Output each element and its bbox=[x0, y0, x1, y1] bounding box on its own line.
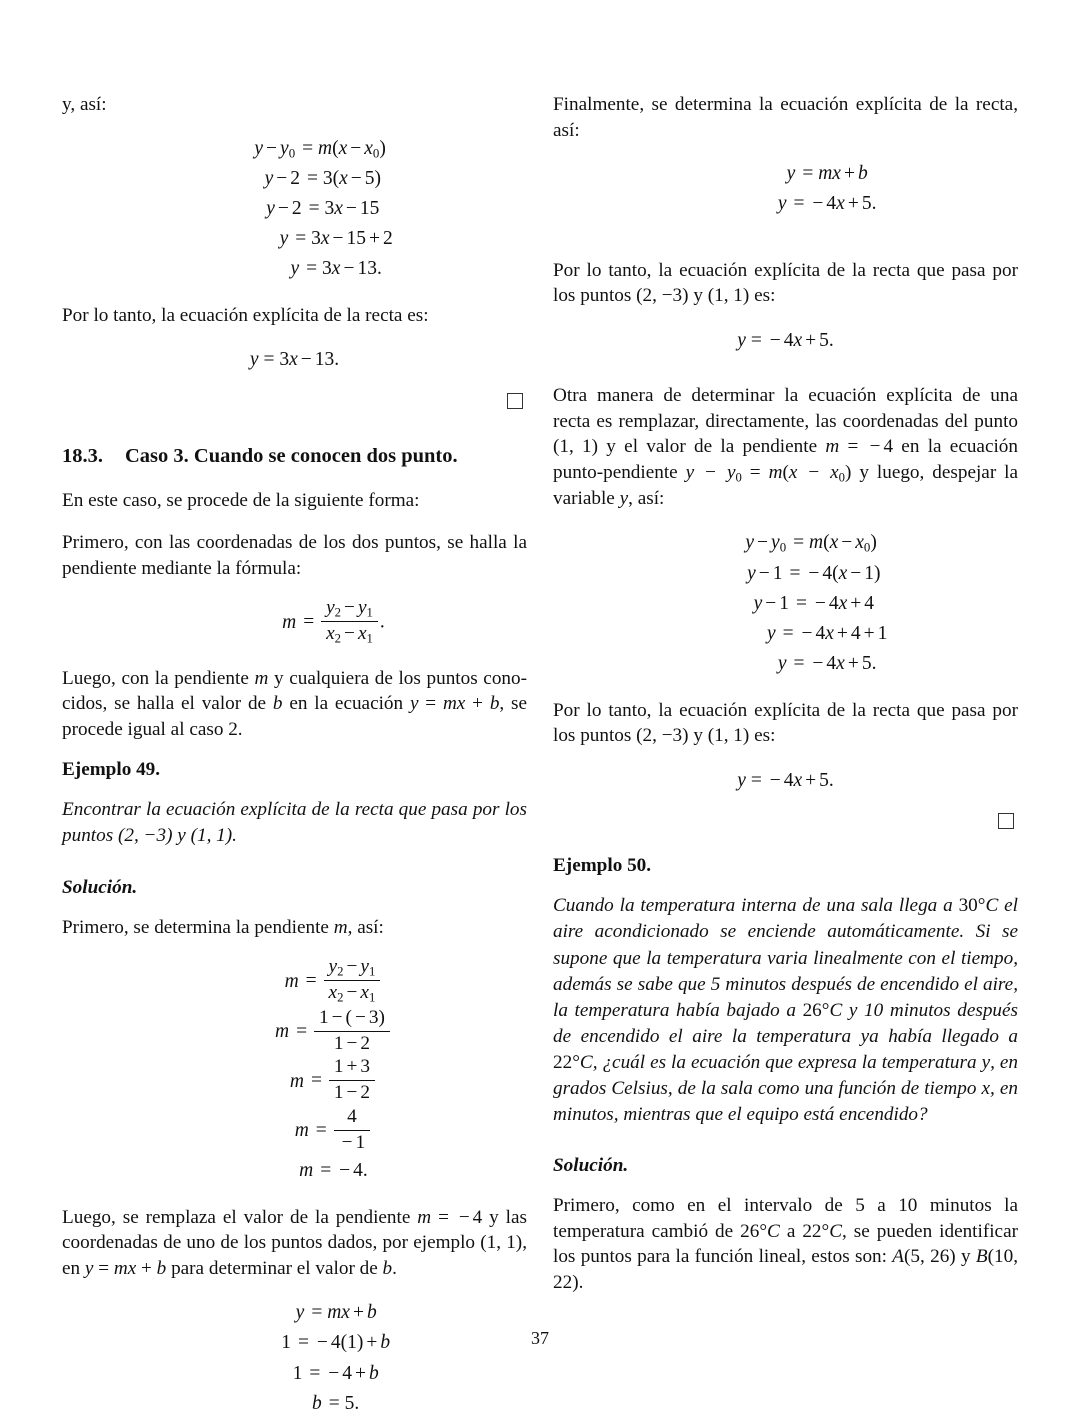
section-number: 18.3. bbox=[62, 444, 103, 467]
equation-row: y − 2 = 3x − 15 bbox=[266, 198, 380, 220]
right-column bbox=[553, 92, 1018, 1292]
equation-conclusion: y = 3x − 13. bbox=[249, 349, 340, 371]
equation-block-point-slope bbox=[553, 528, 1018, 679]
paragraph-primero-intervalo: Primero, como en el intervalo de 5 a 10 minutos la temperatura cambió de 26°C a 22°C, se pueden identificar los puntos para la función lineal, estos son: A(5, 26) y B(10, 22). bbox=[553, 1195, 1019, 1293]
paragraph-finalmente: Finalmente, se determina la ecuación explícita de la recta, así: bbox=[553, 94, 1018, 141]
equation-row: b = 5. bbox=[312, 1392, 360, 1414]
equation-result-2: y = − 4x + 5. bbox=[737, 769, 834, 791]
qed-box-container-1 bbox=[62, 393, 527, 409]
equation-row: y − 1 = − 4x + 4 bbox=[753, 592, 875, 614]
fraction: $\frac{1 - ( - 3)}{1 - 2}$ bbox=[314, 1007, 390, 1056]
equation-row: y − 2 = 3(x − 5) bbox=[264, 167, 382, 189]
paragraph-por-lo-tanto-1: Por lo tanto, la ecuación explícita de la recta que pasa por los puntos (2, −3) y (1, 1) es: bbox=[553, 259, 1018, 307]
equation-row: y = − 4x + 4 + 1 bbox=[766, 623, 888, 645]
paragraph-primero-formula: Primero, con las coordenadas de los dos puntos, se halla la pendiente mediante la fórmula: bbox=[62, 532, 527, 579]
equation-block-derivation-1 bbox=[62, 134, 527, 285]
qed-square-icon bbox=[998, 813, 1014, 829]
equation-row: y = − 4x + 5. bbox=[777, 193, 877, 215]
paragraph-otra-manera: Otra manera de determinar la ecuación explícita de una recta es remplazar, directamente, las coordenadas del punto (1, 1) y el valor de la pendiente m = − 4 en la ecuación punto-pendiente $y - y_0 = m(x - x_0)$ y luego, despejar la variable y, así: bbox=[553, 385, 1019, 509]
equation-row: $y - y_0$ = $m(x - x_0)$ bbox=[745, 532, 877, 555]
example-statement-50: Cuando la temperatura interna de una sala llega a 30°C el aire acondicionado se enciende automáticamente. Si se supone que la temperatura varia linealmente con el tiempo, además se sabe que 5 minutos después de encendido el aire, la temperatura había bajado a 26°C y 10 minutos después de encendido el aire la temperatura ya había llegado a 22°C, ¿cuál es la ecuación que expresa la temperatura y, en grados Celsius, de la sala como una función de tiempo x, en minutos, mientras que el equipo está encendido? bbox=[553, 895, 1019, 1126]
equation-row: y = 3x − 13. bbox=[290, 258, 382, 280]
fraction: $\frac{4}{- 1}$ bbox=[334, 1106, 371, 1155]
paragraph-por-lo-tanto-2: Por lo tanto, la ecuación explícita de la recta que pasa por los puntos (2, −3) y (1, 1) es: bbox=[553, 699, 1018, 747]
equation-row: m = $\frac{4}{- 1}$ bbox=[62, 1107, 527, 1156]
paragraph-intro-fragment: y, así: bbox=[62, 94, 107, 115]
fraction: $\frac{y_2 - y_1}{x_2 - x_1}$ bbox=[324, 956, 381, 1006]
paragraph-luego-pendiente: Luego, con la pendiente m y cualquiera de los puntos cono-cidos, se halla el valor de b en la ecuación y = mx + b, se procede igual al caso 2. bbox=[62, 667, 528, 740]
fraction: $\frac{1 + 3}{1 - 2}$ bbox=[329, 1056, 375, 1105]
fraction: $\frac{y_2 - y_1}{x_2 - x_1}$ bbox=[321, 597, 378, 647]
spacer bbox=[553, 373, 1018, 383]
equation-row: y = mx + b bbox=[786, 163, 868, 185]
spacer bbox=[62, 867, 527, 877]
left-column bbox=[62, 92, 528, 1414]
qed-box-container-2 bbox=[553, 813, 1018, 829]
equation-result-1: y = − 4x + 5. bbox=[737, 329, 834, 351]
equation-row: 1 = − 4 + b bbox=[292, 1362, 379, 1384]
solution-label-right: Solución. bbox=[553, 1155, 629, 1177]
example-label-50: Ejemplo 50. bbox=[553, 855, 652, 877]
equation-row: y = − 4x + 5. bbox=[777, 653, 877, 675]
example-label-49: Ejemplo 49. bbox=[62, 759, 161, 781]
spacer bbox=[553, 238, 1018, 258]
equation-row: m = $\frac{y_2 - y_1}{x_2 - x_1}$ bbox=[62, 957, 527, 1007]
equation-row: y = mx + b bbox=[295, 1302, 377, 1324]
example-statement-49: Encontrar la ecuación explícita de la recta que pasa por los puntos (2, −3) y (1, 1). bbox=[62, 799, 527, 847]
equation-row: m = $\frac{1 + 3}{1 - 2}$ bbox=[62, 1057, 527, 1106]
equation-row: m = $\frac{1 - ( - 3)}{1 - 2}$ bbox=[62, 1008, 527, 1057]
equation-row: $y - y_0$ = $m(x - x_0)$ bbox=[254, 137, 386, 160]
section-heading bbox=[62, 443, 527, 470]
equation-block-b-derivation bbox=[62, 1298, 527, 1419]
qed-square-icon bbox=[507, 393, 523, 409]
paragraph-luego-remplaza: Luego, se remplaza el valor de la pendiente m = − 4 y las coordenadas de uno de los puntos dados, por ejemplo (1, 1), en y = mx + b para determinar el valor de b. bbox=[62, 1206, 527, 1279]
equation-slope-formula: m = $\frac{y_2 - y_1}{x_2 - x_1}$ . bbox=[282, 597, 385, 646]
page-number: 37 bbox=[531, 1328, 549, 1348]
equation-block-slope-derivation bbox=[62, 957, 527, 1187]
equation-row: y = 3x − 15 + 2 bbox=[279, 228, 393, 250]
solution-label-left: Solución. bbox=[62, 876, 138, 898]
equation-row: m = − 4. bbox=[299, 1160, 368, 1182]
paragraph-conclusion: Por lo tanto, la ecuación explícita de la recta es: bbox=[62, 304, 429, 326]
spacer bbox=[553, 1145, 1018, 1155]
section-title: Caso 3. Cuando se conocen dos punto. bbox=[125, 444, 458, 467]
equation-row: 1 = − 4(1) + b bbox=[281, 1332, 391, 1354]
equation-block-final-derivation bbox=[553, 159, 1018, 219]
equation-row: y − 1 = − 4(x − 1) bbox=[747, 562, 881, 584]
paragraph-primero-pendiente: Primero, se determina la pendiente m, así: bbox=[62, 916, 384, 938]
paragraph-en-este-caso: En este caso, se procede de la siguiente forma: bbox=[62, 489, 420, 511]
